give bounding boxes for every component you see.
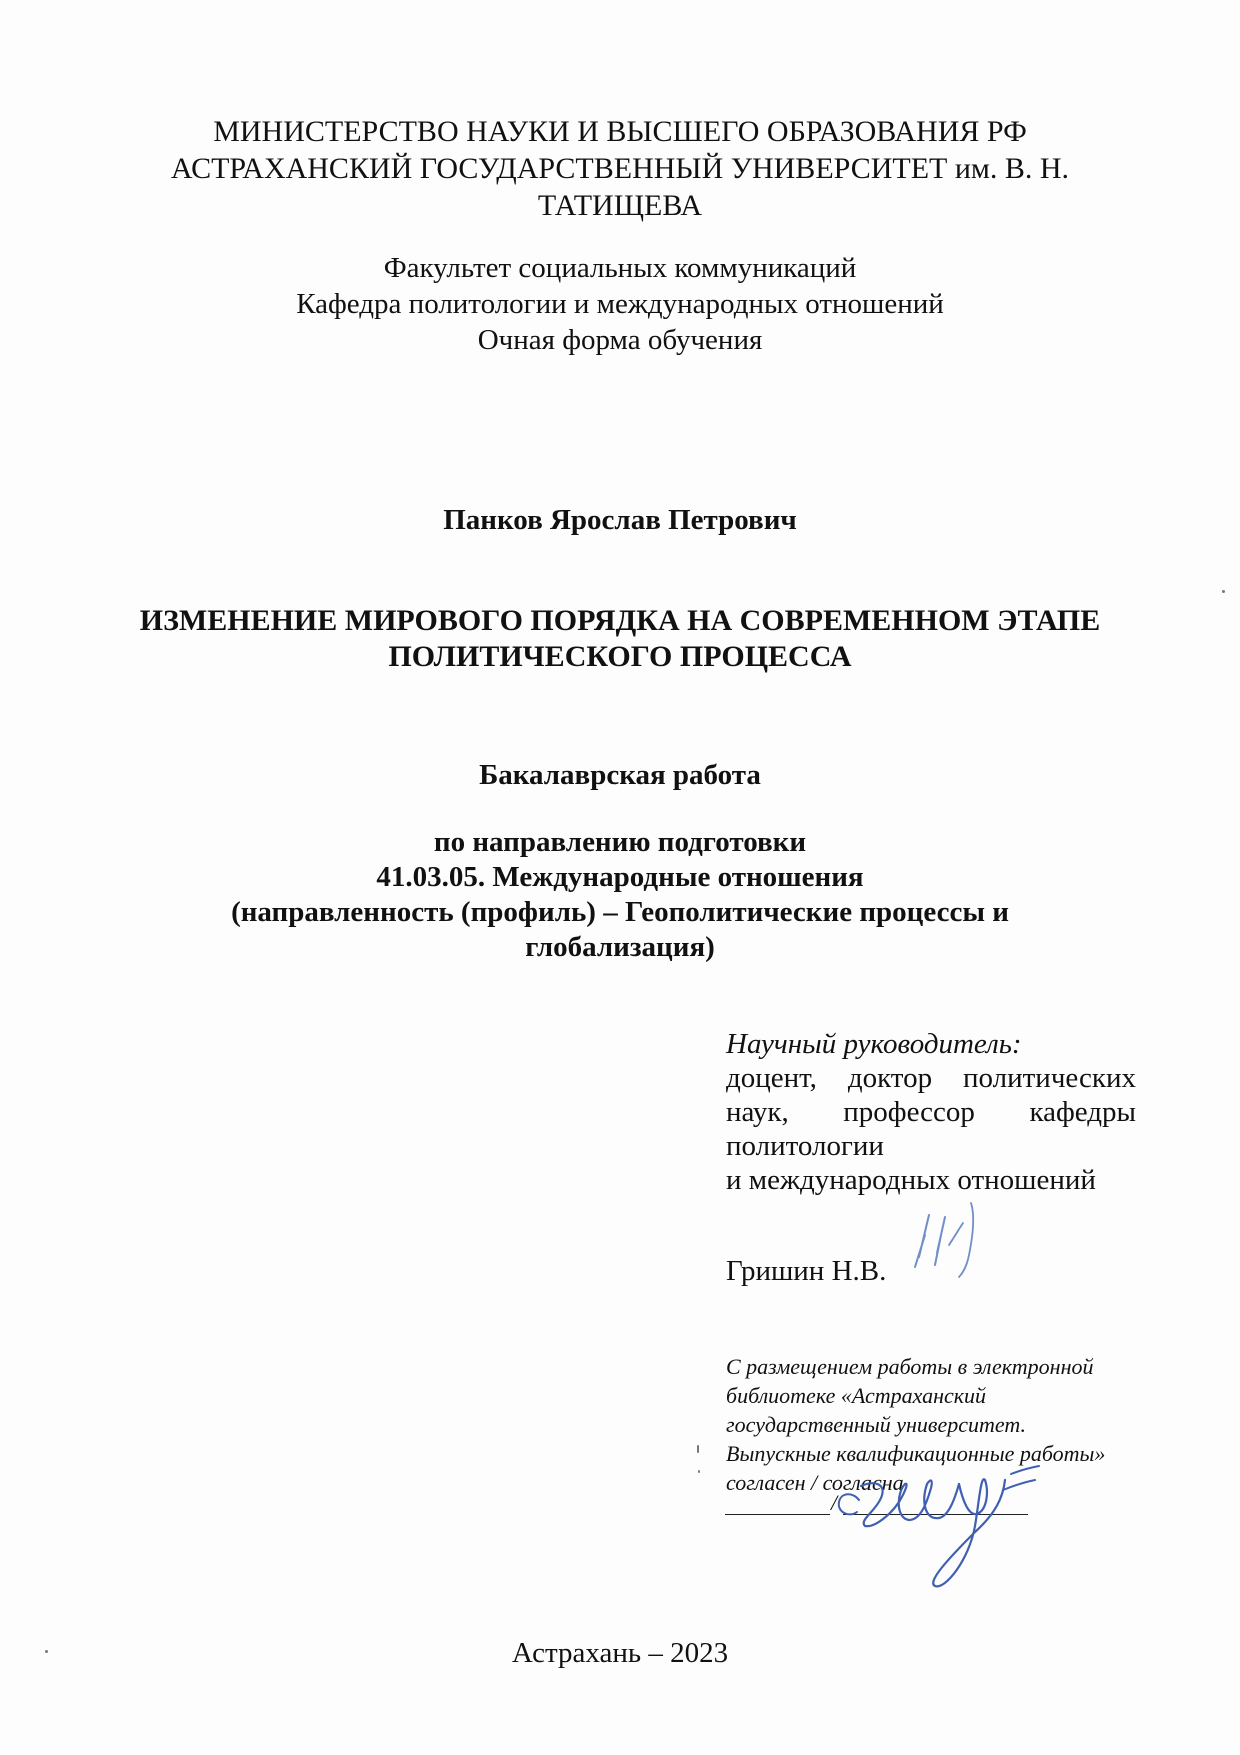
supervisor-signature xyxy=(905,1195,985,1285)
supervisor-word: доцент, xyxy=(726,1062,817,1094)
supervisor-block xyxy=(726,1027,1136,1197)
direction-block xyxy=(0,825,1240,965)
city-year: Астрахань – 2023 xyxy=(511,1637,729,1669)
scan-speck xyxy=(697,1445,699,1453)
work-type: Бакалаврская работа xyxy=(479,759,761,791)
author-name: Панков Ярослав Петрович xyxy=(443,504,797,536)
study-form: Очная форма обучения xyxy=(477,324,763,356)
supervisor-word: политических xyxy=(963,1062,1136,1094)
supervisor-title-line2 xyxy=(726,1095,1136,1129)
signature-slash: / xyxy=(831,1490,838,1515)
consent-line5: согласен / согласна xyxy=(726,1470,904,1495)
thesis-title-line1: ИЗМЕНЕНИЕ МИРОВОГО ПОРЯДКА НА СОВРЕМЕННОМ ЭТАПЕ xyxy=(139,604,1101,637)
work-type-block xyxy=(0,757,1240,793)
faculty-name: Факультет социальных коммуникаций xyxy=(383,252,857,284)
author-block xyxy=(0,502,1240,538)
ministry-name: МИНИСТЕРСТВО НАУКИ И ВЫСШЕГО ОБРАЗОВАНИЯ РФ xyxy=(213,115,1027,148)
scan-speck xyxy=(45,1650,48,1653)
scan-speck xyxy=(698,1470,700,1473)
supervisor-title-line4: и международных отношений xyxy=(726,1164,1096,1196)
thesis-title-line2: ПОЛИТИЧЕСКОГО ПРОЦЕССА xyxy=(388,640,852,673)
direction-code: 41.03.05. Международные отношения xyxy=(376,861,864,893)
scan-speck xyxy=(1222,590,1225,593)
ministry-header xyxy=(0,113,1240,224)
consent-line2: библиотеке «Астраханский xyxy=(726,1383,987,1408)
supervisor-word: наук, xyxy=(726,1096,789,1128)
supervisor-title-line3: политологии xyxy=(726,1130,884,1162)
university-name: АСТРАХАНСКИЙ ГОСУДАРСТВЕННЫЙ УНИВЕРСИТЕТ им. В. Н. xyxy=(170,152,1070,185)
supervisor-title-line1 xyxy=(726,1061,1136,1095)
supervisor-word: профессор xyxy=(843,1096,975,1128)
consent-line4: Выпускные квалификационные работы» xyxy=(726,1441,1106,1466)
university-name-cont: ТАТИЩЕВА xyxy=(537,189,703,222)
consent-line3: государственный университет. xyxy=(726,1412,1026,1437)
supervisor-word: кафедры xyxy=(1029,1096,1136,1128)
supervisor-heading: Научный руководитель: xyxy=(726,1028,1022,1060)
consent-line1: С размещением работы в электронной xyxy=(726,1354,1094,1379)
supervisor-name: Гришин Н.В. xyxy=(726,1255,887,1287)
city-year-block xyxy=(0,1635,1240,1671)
faculty-block xyxy=(0,250,1240,358)
student-signature xyxy=(835,1462,1045,1592)
direction-profile: (направленность (профиль) – Геополитические процессы и xyxy=(231,896,1009,928)
supervisor-word: доктор xyxy=(847,1062,933,1094)
thesis-title xyxy=(0,603,1240,675)
direction-profile-cont: глобализация) xyxy=(525,931,715,963)
signature-underline xyxy=(725,1514,830,1515)
direction-intro: по направлению подготовки xyxy=(433,826,807,858)
department-name: Кафедра политологии и международных отношений xyxy=(296,288,944,320)
